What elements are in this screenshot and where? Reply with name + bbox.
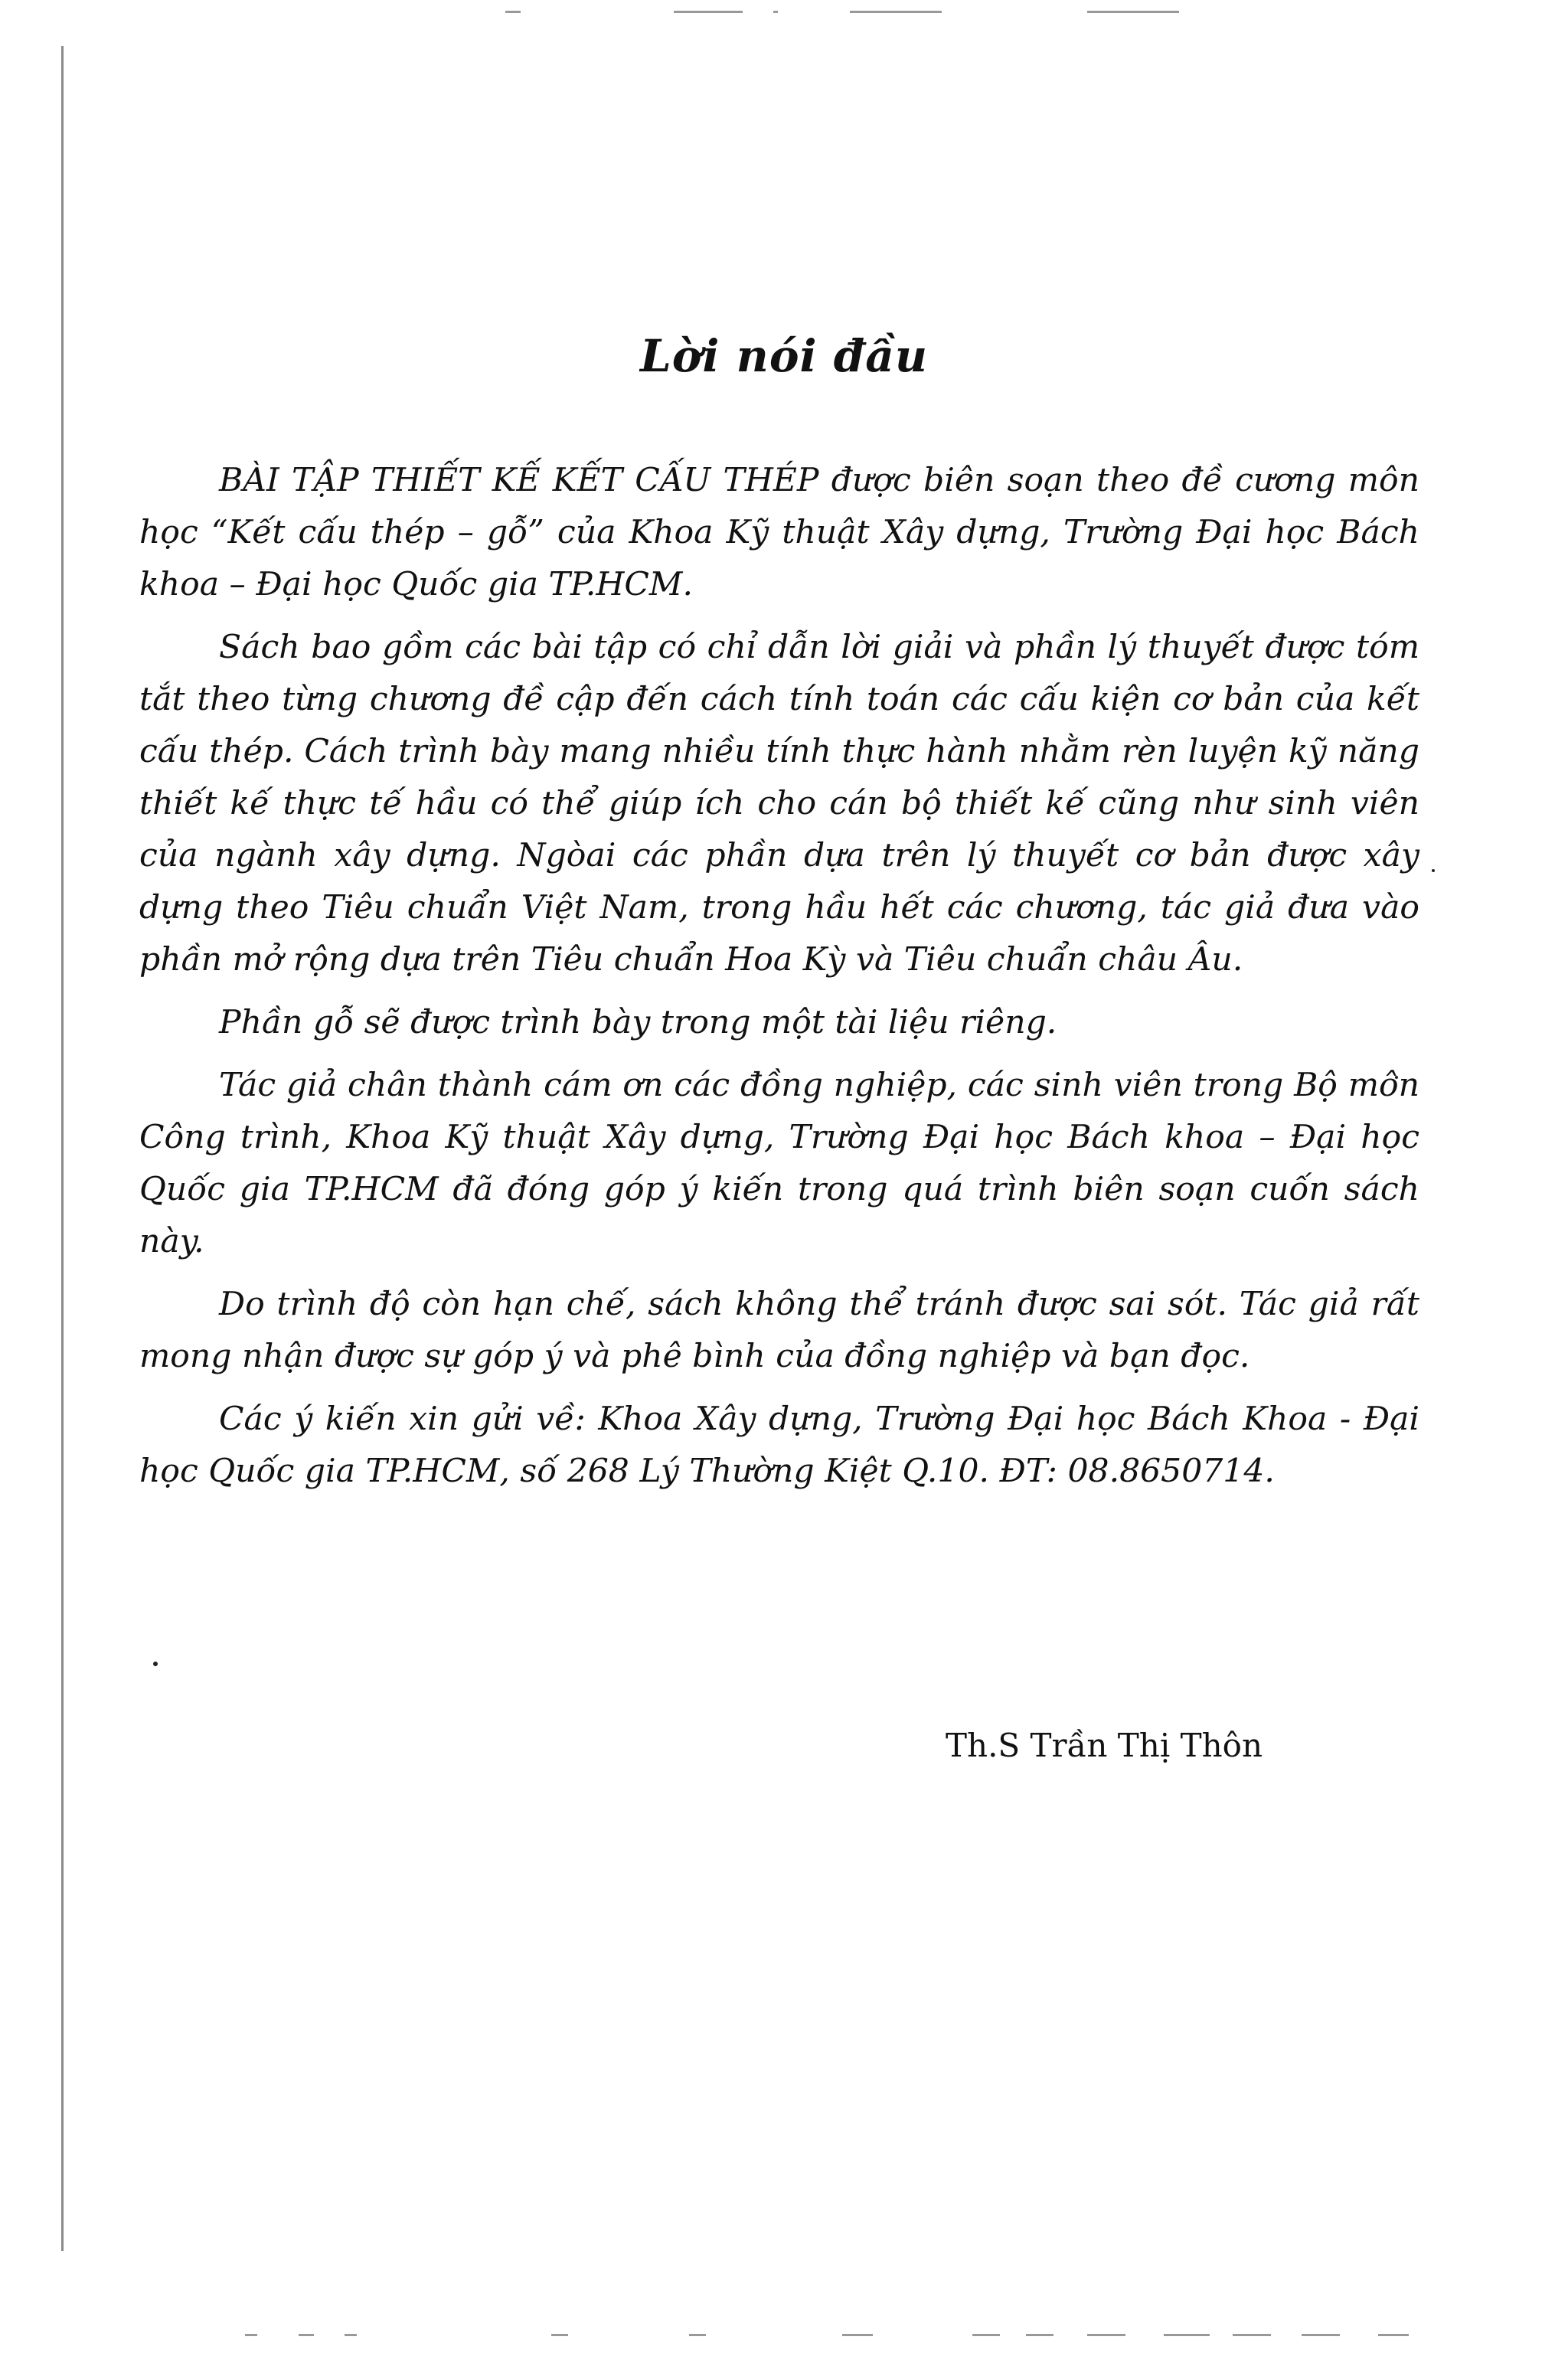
paragraph-contents: Sách bao gồm các bài tập có chỉ dẫn lời giải và phần lý thuyết được tóm tắt theo từng chương đề cập đến cách tính toán các cấu kiện cơ bản của kết cấu thép. Cách trình bày mang nhiều tính thực hành nhằm rèn luyện kỹ năng thiết kế thực tế hầu có thể giúp ích cho cán bộ thiết kế cũng như sinh viên của ngành xây dựng. Ngòai các phần dựa trên lý thuyết cơ bản được xây dựng theo Tiêu chuẩn Việt Nam, trong hầu hết các chương, tác giả đưa vào phần mở rộng dựa trên Tiêu chuẩn Hoa Kỳ và Tiêu chuẩn châu Âu. bbox=[139, 629, 1419, 979]
paragraph-contact: Các ý kiến xin gửi về: Khoa Xây dựng, Trường Đại học Bách Khoa - Đại học Quốc gia TP.HCM, số 268 Lý Thường Kiệt Q.10. ĐT: 08.8650714. bbox=[139, 1400, 1419, 1490]
paragraph-intro: BÀI TẬP THIẾT KẾ KẾT CẤU THÉP được biên soạn theo đề cương môn học “Kết cấu thép – gỗ” của Khoa Kỹ thuật Xây dựng, Trường Đại học Bách khoa – Đại học Quốc gia TP.HCM. bbox=[139, 462, 1419, 603]
author-signature: Th.S Trần Thị Thôn bbox=[946, 1727, 1263, 1764]
scan-speck bbox=[153, 1662, 158, 1666]
preface-body bbox=[139, 455, 1419, 1508]
page-title: Lời nói đầu bbox=[639, 330, 929, 382]
paragraph-wood-note: Phần gỗ sẽ được trình bày trong một tài liệu riêng. bbox=[219, 1004, 1057, 1041]
scan-top-dashes bbox=[0, 11, 1568, 14]
scan-bottom-dashes bbox=[0, 2334, 1568, 2337]
scan-speck bbox=[1432, 869, 1435, 872]
paragraph-thanks: Tác giả chân thành cám ơn các đồng nghiệp, các sinh viên trong Bộ môn Công trình, Khoa Kỹ thuật Xây dựng, Trường Đại học Bách khoa – Đại học Quốc gia TP.HCM đã đóng góp ý kiến trong quá trình biên soạn cuốn sách này. bbox=[139, 1067, 1419, 1260]
paragraph-limitations: Do trình độ còn hạn chế, sách không thể tránh được sai sót. Tác giả rất mong nhận được sự góp ý và phê bình của đồng nghiệp và bạn đọc. bbox=[139, 1286, 1419, 1375]
